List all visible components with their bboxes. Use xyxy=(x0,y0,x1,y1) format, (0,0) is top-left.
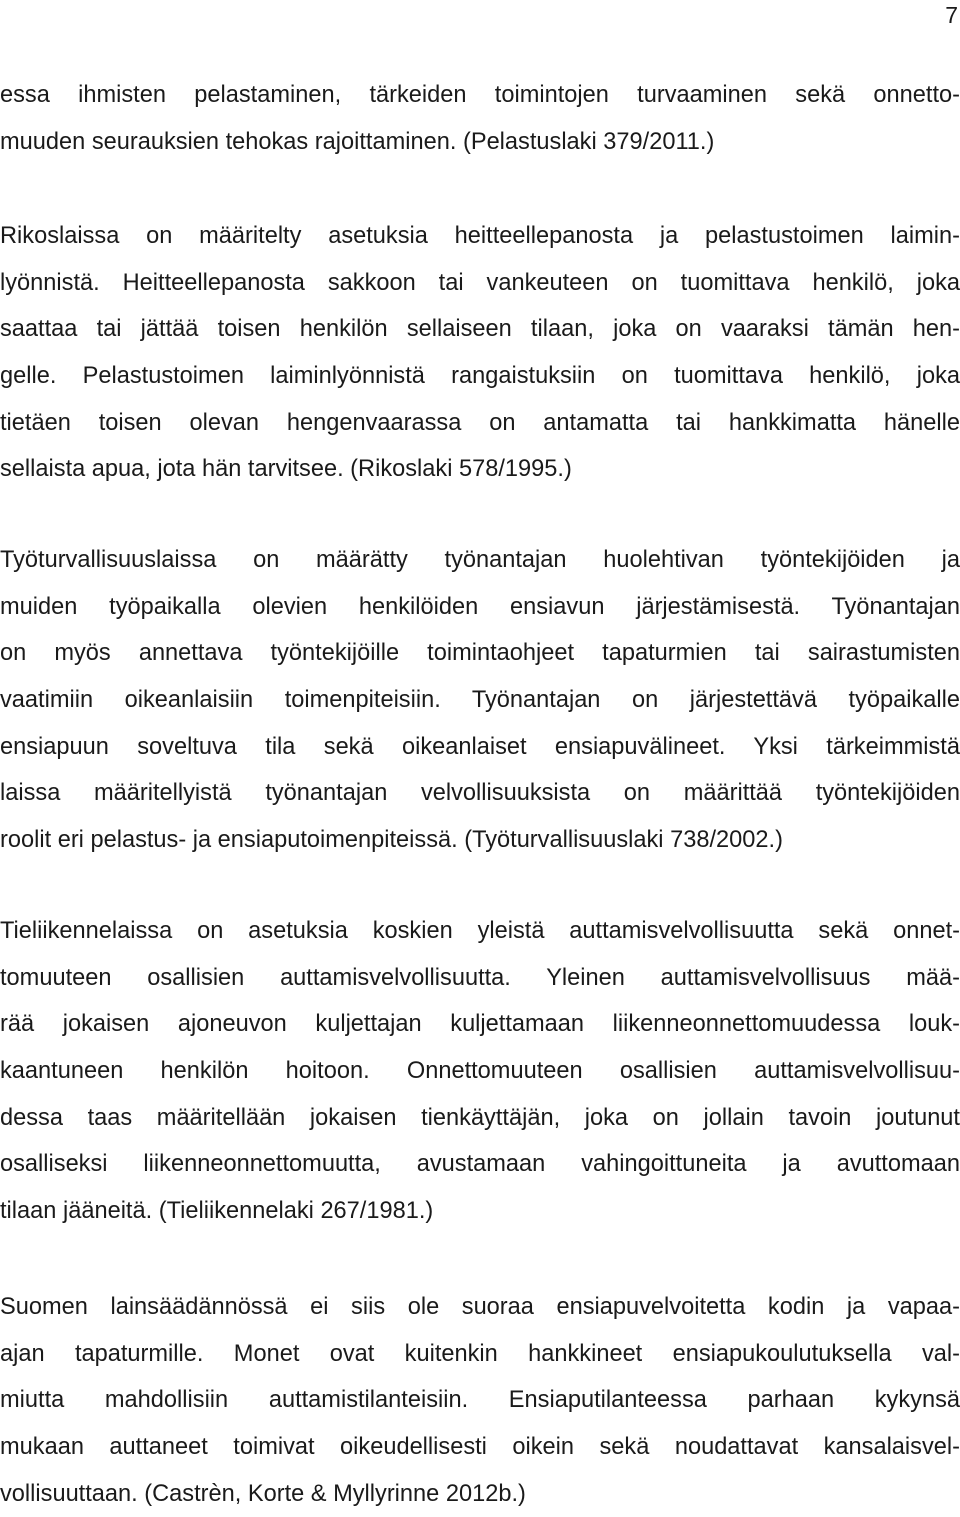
text-line: saattaa tai jättää toisen henkilön sellaiseen tilaan, joka on vaaraksi tämän hen- xyxy=(0,316,960,343)
paragraph-4 xyxy=(0,908,960,1235)
paragraph-1 xyxy=(0,72,960,165)
text-line: lyönnistä. Heitteellepanosta sakkoon tai vankeuteen on tuomittava henkilö, joka xyxy=(0,269,960,296)
text-line: miutta mahdollisiin auttamistilanteisiin. Ensiaputilanteessa parhaan kykynsä xyxy=(0,1387,960,1414)
text-line: ensiapuun soveltuva tila sekä oikeanlaiset ensiapuvälineet. Yksi tärkeimmistä xyxy=(0,733,960,760)
text-line: kaantuneen henkilön hoitoon. Onnettomuuteen osallisien auttamisvelvollisuu- xyxy=(0,1058,960,1085)
paragraph-2 xyxy=(0,213,960,493)
text-line: tietäen toisen olevan hengenvaarassa on antamatta tai hankkimatta hänelle xyxy=(0,409,960,436)
text-line: vaatimiin oikeanlaisiin toimenpiteisiin. Työnantajan on järjestettävä työpaikalle xyxy=(0,687,960,714)
text-line: muiden työpaikalla olevien henkilöiden ensiavun järjestämisestä. Työnantajan xyxy=(0,593,960,620)
text-line: vollisuuttaan. (Castrèn, Korte & Myllyrinne 2012b.) xyxy=(0,1480,526,1507)
text-line: muuden seurauksien tehokas rajoittaminen. (Pelastuslaki 379/2011.) xyxy=(0,128,715,155)
text-line: tomuuteen osallisien auttamisvelvollisuutta. Yleinen auttamisvelvollisuus mää- xyxy=(0,964,960,991)
text-line: Suomen lainsäädännössä ei siis ole suoraa ensiapuvelvoitetta kodin ja vapaa- xyxy=(0,1294,960,1320)
text-line: osalliseksi liikenneonnettomuutta, avustamaan vahingoittuneita ja avuttomaan xyxy=(0,1151,960,1178)
text-line: sellaista apua, jota hän tarvitsee. (Rikoslaki 578/1995.) xyxy=(0,456,572,483)
paragraph-5 xyxy=(0,1284,960,1517)
page-number: 7 xyxy=(945,2,958,28)
text-line: laissa määritellyistä työnantajan velvollisuuksista on määrittää työntekijöiden xyxy=(0,780,960,807)
paragraph-3 xyxy=(0,537,960,864)
text-line: gelle. Pelastustoimen laiminlyönnistä rangaistuksiin on tuomittava henkilö, joka xyxy=(0,363,960,390)
text-line: mukaan auttaneet toimivat oikeudellisesti oikein sekä noudattavat kansalaisvel- xyxy=(0,1434,960,1461)
text-line: on myös annettava työntekijöille toimintaohjeet tapaturmien tai sairastumisten xyxy=(0,640,960,667)
text-line: essa ihmisten pelastaminen, tärkeiden toimintojen turvaaminen sekä onnetto- xyxy=(0,82,960,108)
text-line: ajan tapaturmille. Monet ovat kuitenkin hankkineet ensiapukoulutuksella val- xyxy=(0,1340,960,1367)
text-line: tilaan jääneitä. (Tieliikennelaki 267/1981.) xyxy=(0,1198,434,1225)
text-line: Työturvallisuuslaissa on määrätty työnantajan huolehtivan työntekijöiden ja xyxy=(0,547,960,573)
text-line: Tieliikennelaissa on asetuksia koskien yleistä auttamisvelvollisuutta sekä onnet- xyxy=(0,918,960,944)
text-line: dessa taas määritellään jokaisen tienkäyttäjän, joka on jollain tavoin joutunut xyxy=(0,1104,960,1131)
text-line: Rikoslaissa on määritelty asetuksia heitteellepanosta ja pelastustoimen laimin- xyxy=(0,223,960,249)
text-line: rää jokaisen ajoneuvon kuljettajan kuljettamaan liikenneonnettomuudessa louk- xyxy=(0,1011,960,1038)
text-line: roolit eri pelastus- ja ensiaputoimenpiteissä. (Työturvallisuuslaki 738/2002.) xyxy=(0,827,783,854)
